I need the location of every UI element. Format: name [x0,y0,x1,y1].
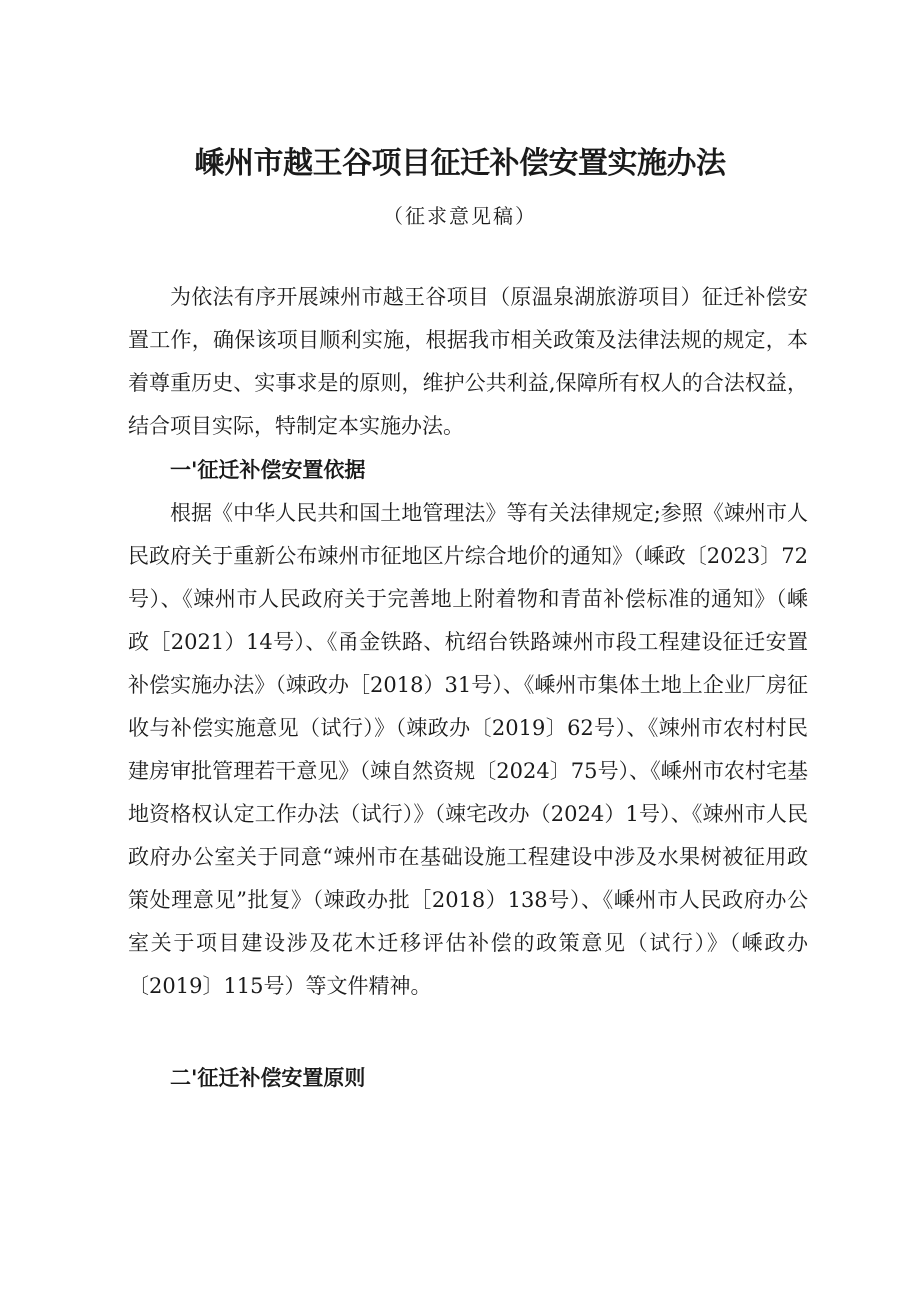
document-title: 嵊州市越王谷项目征迁补偿安置实施办法 [194,146,726,181]
intro-paragraph: 为依法有序开展竦州市越王谷项目（原温泉湖旅游项目）征迁补偿安置工作，确保该项目顺利实施，根据我市相关政策及法律法规的规定，本着尊重历史、实事求是的原则，维护公共利益,保障所有权人的合法权益，结合项目实际，特制定本实施办法。 [128,285,808,438]
section-1-body: 根据《中华人民共和国土地管理法》等有关法律规定;参照《竦州市人民政府关于重新公布竦州市征地区片综合地价的通知》（嵊政〔2023〕72号）、《竦州市人民政府关于完善地上附着物和青苗补偿标准的通知》（嵊政［2021）14号）、《甬金铁路、杭绍台铁路竦州市段工程建设征迁安置补偿实施办法》（竦政办［2018）31号）、《嵊州市集体土地上企业厂房征收与补偿实施意见（试行）》（竦政办〔2019〕62号）、《竦州市农村村民建房审批管理若干意见》（竦自然资规〔2024〕75号）、《嵊州市农村宅基地资格权认定工作办法（试行）》（竦宅改办（2024）1号）、《竦州市人民政府办公室关于同意“竦州市在基础设施工程建设中涉及水果树被征用政策处理意见”批复》（竦政办批［2018）138号）、《嵊州市人民政府办公室关于项目建设涉及花木迁移评估补偿的政策意见（试行）》（嵊政办〔2019〕115号）等文件精神。 [128,501,808,998]
document-subtitle: （征求意见稿） [383,204,537,228]
section-1-heading: 一'征迁补偿安置依据 [170,458,366,482]
section-2-heading: 二'征迁补偿安置原则 [170,1066,366,1090]
